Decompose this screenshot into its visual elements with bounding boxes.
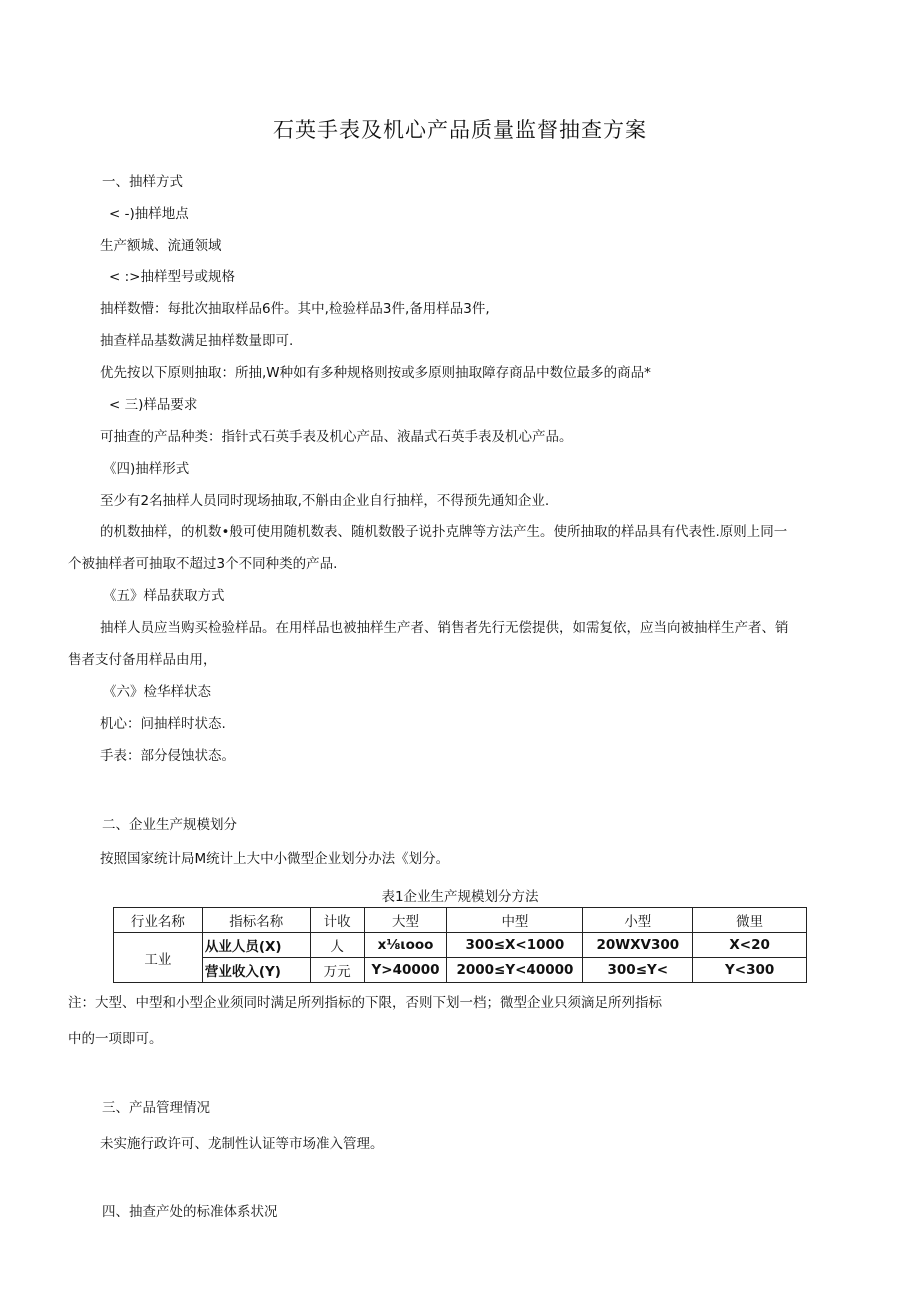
table-header-cell: 中型 xyxy=(447,908,583,933)
sampling-base-text: 抽查样品基数满足抽样数量即可. xyxy=(100,333,294,349)
section2-intro: 按照国家统计局M统计上大中小微型企业划分办法《划分。 xyxy=(100,851,450,867)
enterprise-scale-table xyxy=(113,907,807,983)
sampling-priority-text: 优先按以下原则抽取：所抽,W种如有多种规格则按或多原则抽取障存商品中数位最多的商品* xyxy=(100,365,651,381)
movement-state-text: 机心：问抽样时状态. xyxy=(100,716,226,732)
table-header-cell: 小型 xyxy=(583,908,693,933)
table-header-cell: 计收 xyxy=(310,908,364,933)
sample-acquisition-heading: 《五》样品获取方式 xyxy=(103,588,225,604)
sample-acquisition-text1: 抽样人员应当购买检验样品。在用样品也被抽样生产者、销售者先行无偿提供，如需复依，应当向被抽样生产者、销 xyxy=(100,620,789,636)
table-cell: Y<300 xyxy=(693,958,807,983)
sample-acquisition-text2: 售者支付备用样品由用， xyxy=(68,652,217,668)
table-header-cell: 微里 xyxy=(693,908,807,933)
sample-requirement-text: 可抽查的产品种类：指针式石英手表及机心产品、液晶式石英手表及机心产品。 xyxy=(100,429,573,445)
sampling-form-text2: 的机数抽样，的机数•般可使用随机数表、随机数骰子说扑克牌等方法产生。使所抽取的样品具有代表性.原则上同一 xyxy=(100,524,788,540)
section3-text: 未实施行政许可、龙制性认证等市场准入管理。 xyxy=(100,1136,384,1152)
table-caption: 表1企业生产规模划分方法 xyxy=(381,889,539,905)
sampling-model-heading: < :>抽样型号或规格 xyxy=(109,269,235,285)
table-header-cell: 指标名称 xyxy=(202,908,310,933)
table-cell: 人 xyxy=(310,933,364,958)
table-cell: Y>40000 xyxy=(364,958,447,983)
section3-heading: 三、产品管理情况 xyxy=(102,1100,210,1116)
table-row xyxy=(114,933,807,958)
table-note-line1: 注：大型、中型和小型企业须同时满足所列指标的下限，否则下划一档；微型企业只须滴足所列指标 xyxy=(68,995,662,1011)
table-row xyxy=(114,958,807,983)
table-cell: x⅛ιooo xyxy=(364,933,447,958)
table-cell: X<20 xyxy=(693,933,807,958)
sampling-location-text: 生产额城、流通领域 xyxy=(100,238,222,254)
table-cell: 20WXV300 xyxy=(583,933,693,958)
table-cell: 从业人员(X) xyxy=(202,933,310,958)
table-cell: 营业收入(Y) xyxy=(202,958,310,983)
section4-heading: 四、抽查产处的标准体系状况 xyxy=(102,1204,278,1220)
table-cell: 300≤Y< xyxy=(583,958,693,983)
sampling-form-heading: 《四)抽样形式 xyxy=(103,461,190,477)
section1-heading: 一、抽样方式 xyxy=(102,174,183,190)
sampling-location-heading: < -)抽样地点 xyxy=(109,206,189,222)
sampling-form-text3: 个被抽样者可抽取不超过3个不同种类的产品. xyxy=(68,556,338,572)
document-title: 石英手表及机心产品质量监督抽查方案 xyxy=(273,118,647,142)
table-cell: 2000≤Y<40000 xyxy=(447,958,583,983)
table-note-line2: 中的一项即可。 xyxy=(68,1031,163,1047)
table-header-cell: 行业名称 xyxy=(114,908,203,933)
section2-heading: 二、企业生产规模划分 xyxy=(102,817,237,833)
table-header-cell: 大型 xyxy=(364,908,447,933)
watch-state-text: 手表：部分侵蚀状态。 xyxy=(100,748,235,764)
sampling-quantity-text: 抽样数懵：每批次抽取样品6件。其中,检验样品3件,备用样品3件, xyxy=(100,301,490,317)
industry-cell: 工业 xyxy=(114,933,203,983)
table-cell: 万元 xyxy=(310,958,364,983)
sample-requirement-heading: < 三)样品要求 xyxy=(109,397,198,413)
table-header-row xyxy=(114,908,807,933)
sample-state-heading: 《六》检华样状态 xyxy=(103,684,211,700)
sampling-form-text1: 至少有2名抽样人员同时现场抽取,不斛由企业自行抽样，不得预先通知企业. xyxy=(100,493,550,509)
table-cell: 300≤X<1000 xyxy=(447,933,583,958)
